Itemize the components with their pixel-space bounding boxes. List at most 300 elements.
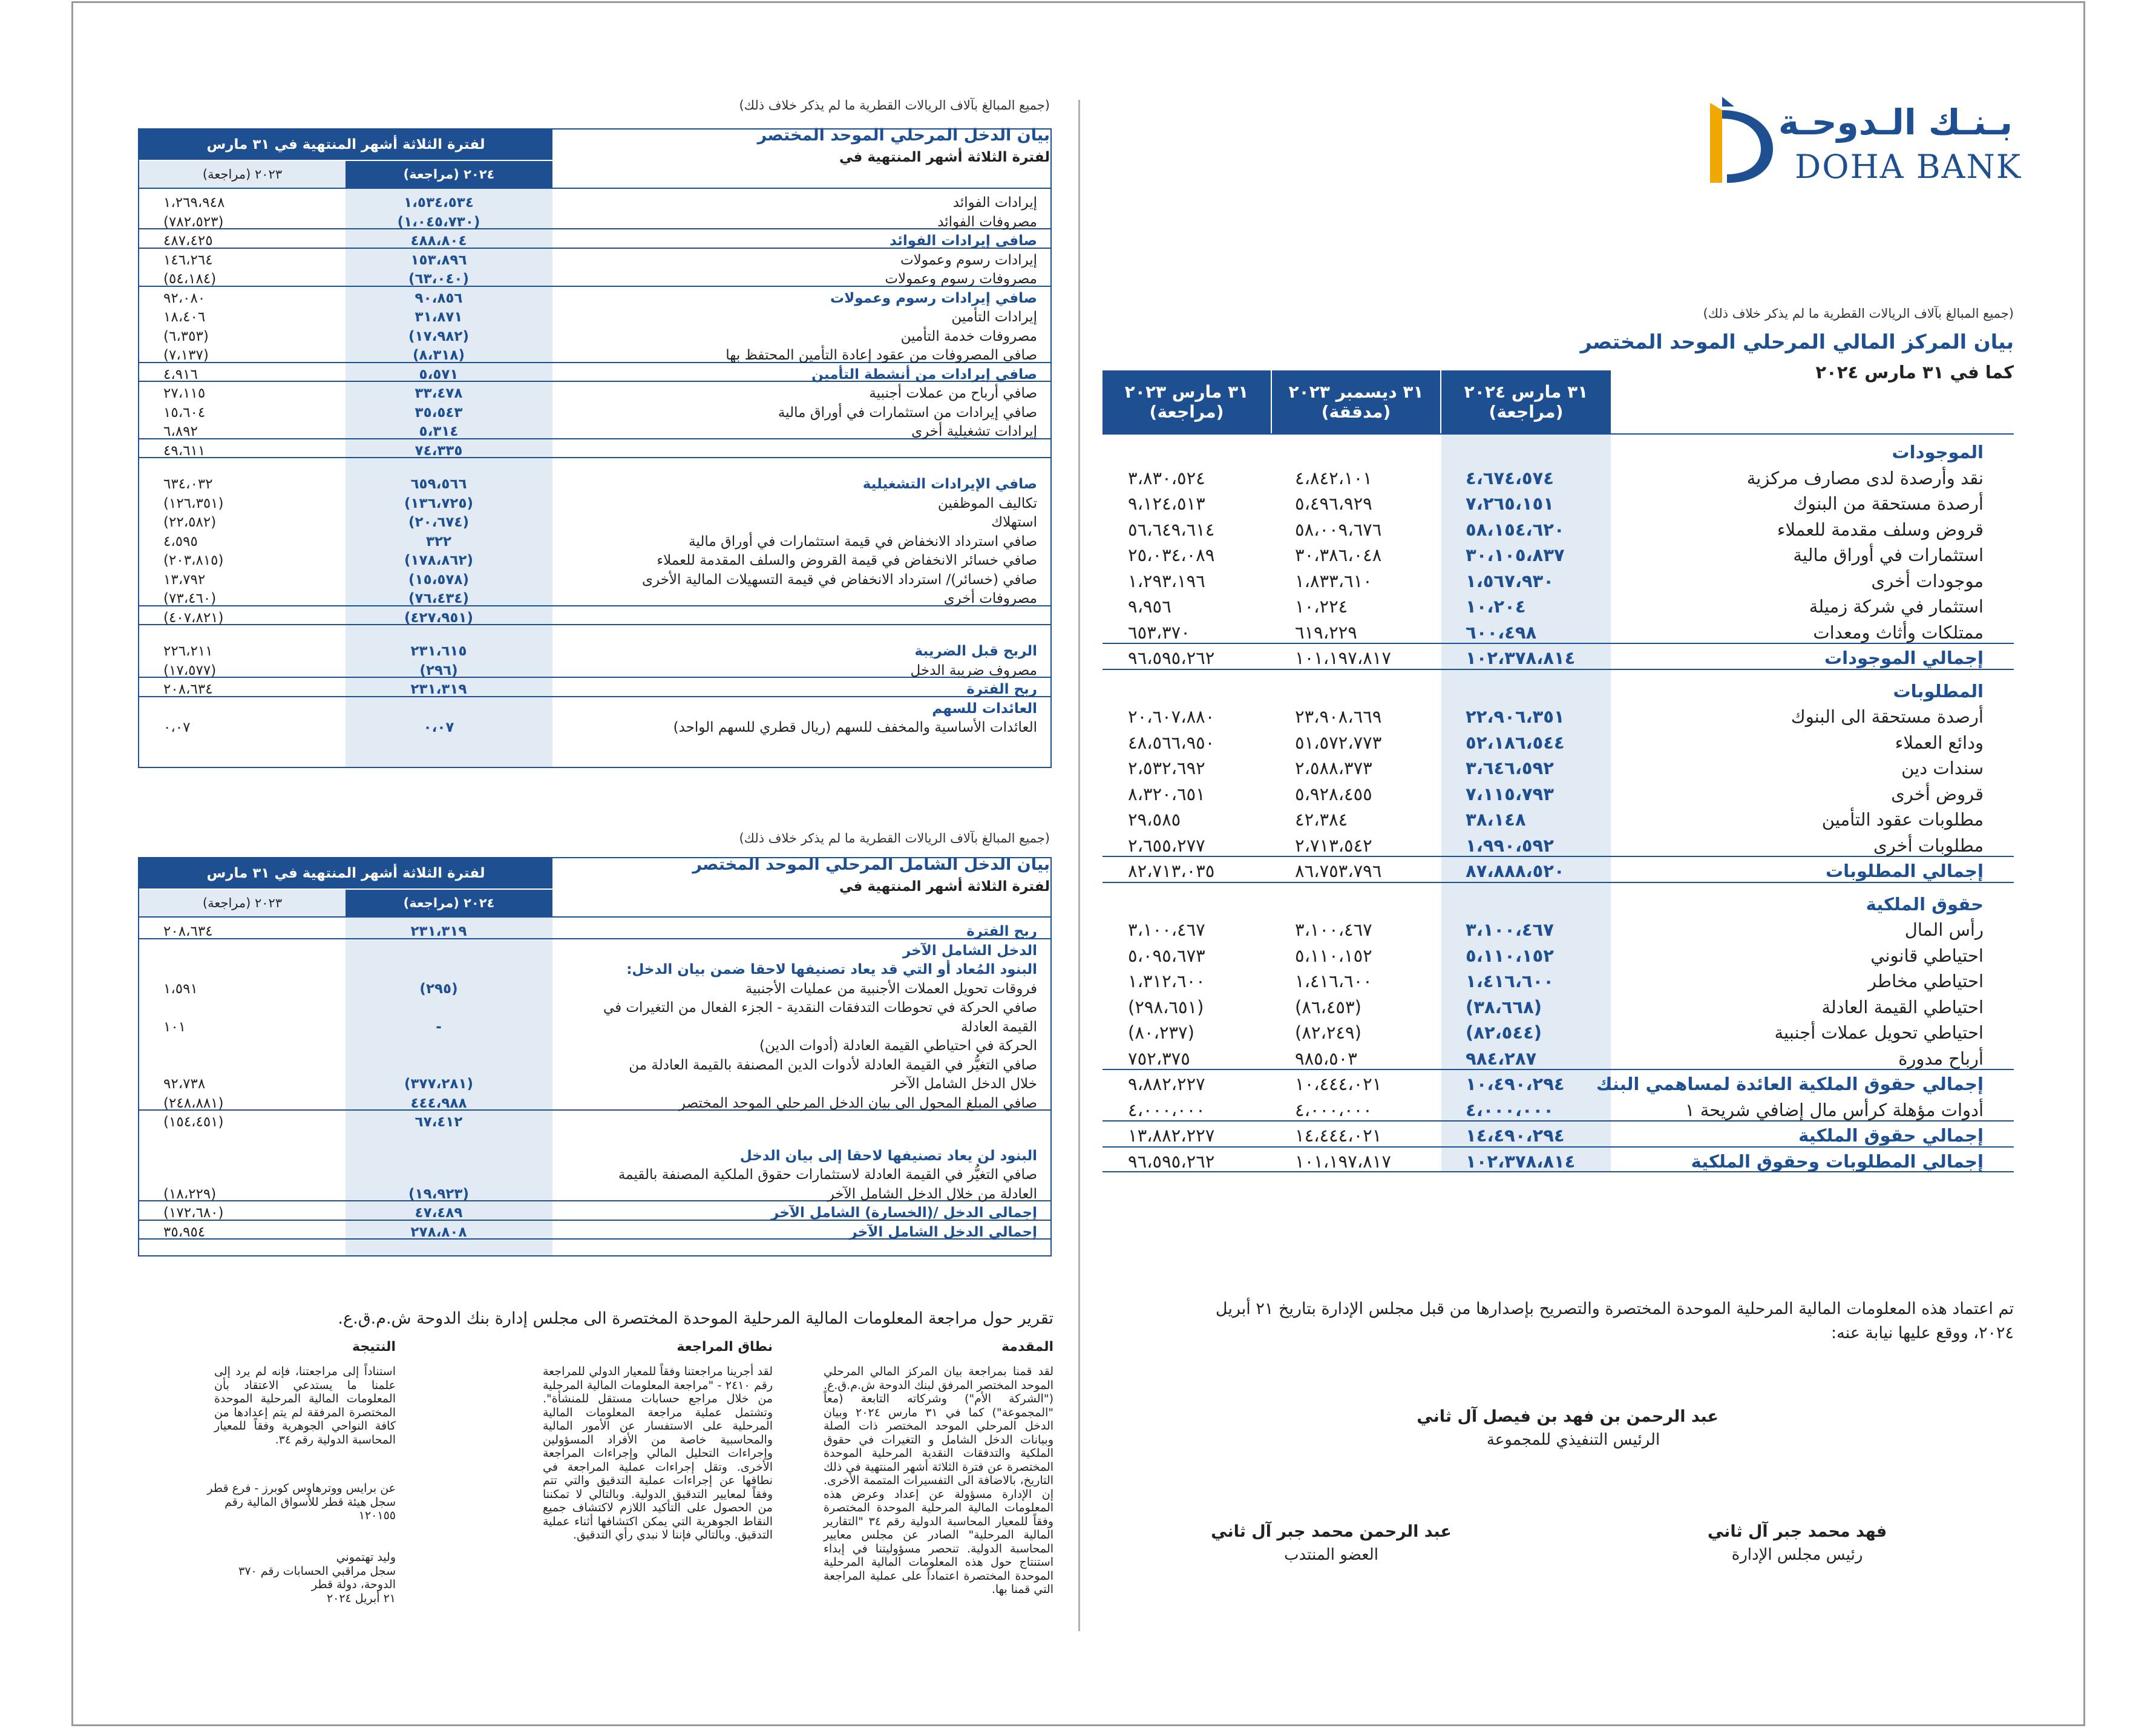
fp-value-2024-mar: (٨٢،٥٤٤): [1466, 1022, 1542, 1043]
fp-value-2023-dec: ٥،٤٩٦،٩٢٩: [1295, 493, 1372, 514]
fp-value-2023-mar: ٨٢،٧١٣،٠٣٥: [1128, 861, 1215, 881]
fp-value-2024-mar: ٣،١٠٠،٤٦٧: [1466, 919, 1554, 940]
fp-row-label: حقوق الملكية: [1866, 893, 1984, 915]
fp-value-2024-mar: ٥٨،١٥٤،٦٢٠: [1466, 519, 1565, 540]
income-row-label-line: مصروفات خدمة التأمين: [900, 328, 1037, 344]
income-row-label-line: صافي أرباح من عملات أجنبية: [869, 386, 1037, 401]
fp-value-2024-mar: ١٠،٤٩٠،٢٩٤: [1466, 1074, 1565, 1094]
intro-heading: المقدمة: [1001, 1339, 1053, 1355]
fp-value-2023-mar: ٢٥،٠٣٤،٠٨٩: [1128, 545, 1215, 565]
fp-value-2023-mar: ٥،٠٩٥،٦٧٣: [1128, 945, 1205, 966]
income-value-2024: ٣٥،٥٤٣: [414, 404, 463, 421]
fp-value-2023-dec: ٢،٧١٣،٥٤٢: [1295, 835, 1372, 856]
auditor-firm: عن برايس ووترهاوس كوبرز - فرع قطر سجل هيئة قطر للأسواق المالية رقم ١٢٠١٥٥: [207, 1482, 396, 1522]
comprehensive-row: [139, 1111, 1050, 1130]
comprehensive-row-label-line: الحركة في احتياطي القيمة العادلة (أدوات الدين): [759, 1038, 1037, 1054]
comprehensive-row: [139, 1054, 1050, 1092]
fp-value-2023-dec: ٥٨،٠٠٩،٦٧٦: [1295, 519, 1382, 540]
fp-col3-header: ٣١ مارس ٢٠٢٣ (مراجعة): [1103, 370, 1272, 433]
intro-text: لقد قمنا بمراجعة بيان المركز المالي المرحلي الموحد المختصر المرفق لبنك الدوحة ش.م.ق.ع. ("الشركة الأم") وشركاته التابعة (معاً "المجموعة") كما في ٣١ مارس ٢٠٢٤ وبيان الدخل المرحلي الموحد المختصر ذات الصلة وبيانات الدخل الشامل و التغيرات في حقوق الملكية والتدفقات النقدية المرحلية الموحدة المختصرة عن فترة الثلاثة أشهر المنتهية في ذلك التاريخ، بالاضافة الى التفسيرات المتممة الأخرى. إن الإدارة مسؤولة عن إعداد وعرض هذه المعلومات المالية المرحلية الموحدة المختصرة وفقاً للمعيار المحاسبة الدولية رقم ٣٤ "التقارير المالية المرحلية" الصادر عن مجلس معايير المحاسبة الدولية. تنحصر مسؤوليتنا في إبداء استنتاج حول هذه المعلومات المالية المرحلية الموحدة المختصرة اعتماداً على عملية المراجعة التي قمنا بها.: [824, 1365, 1054, 1596]
fp-value-2024-mar: ١٠٢،٣٧٨،٨١٤: [1466, 648, 1576, 668]
income-value-2023: (١٢٦،٣٥١): [163, 495, 224, 511]
income-value-2023: (٦،٣٥٣): [163, 328, 209, 344]
fp-value-2023-dec: ٦١٩،٢٢٩: [1295, 622, 1357, 643]
comprehensive-table: [138, 857, 1052, 1256]
income-value-2024: (١٣٦،٧٢٥): [404, 495, 473, 511]
fp-value-2023-mar: ٤،٠٠٠،٠٠٠: [1128, 1099, 1205, 1120]
comprehensive-value-2024: (٣٧٧،٢٨١): [404, 1076, 473, 1092]
fp-row-label: أرصدة مستحقة الى البنوك: [1791, 706, 1984, 727]
income-value-2023: ٢٠٨،٦٣٤: [163, 682, 213, 697]
fp-row: [1103, 1148, 2014, 1174]
income-value-2023: (٧٨٢،٥٢٣): [163, 214, 224, 230]
income-row-label-line: العائدات الأساسية والمخفف للسهم (ريال قطري للسهم الواحد): [673, 720, 1037, 735]
comprehensive-row: [139, 1221, 1050, 1240]
fp-value-2023-dec: ٨٦،٧٥٣،٧٩٦: [1295, 861, 1382, 881]
fp-row: [1103, 916, 2014, 942]
comprehensive-value-2024: (٢٩٥): [419, 980, 458, 997]
fp-row-label: أرباح مدورة: [1898, 1048, 1984, 1069]
income-row-label-line: مصروفات أخرى: [943, 591, 1037, 606]
fp-value-2023-dec: ١٠،٤٤٤،٠٢١: [1295, 1074, 1382, 1094]
income-value-2023: ٤،٩١٦: [163, 366, 198, 383]
income-value-2023: (٥٤،١٨٤): [163, 271, 217, 287]
is-col-prior: ٢٠٢٣ (مراجعة): [139, 160, 346, 188]
fp-row: [1103, 619, 2014, 645]
income-row: [139, 325, 1050, 344]
fp-value-2023-dec: ٥،١١٠،١٥٢: [1295, 945, 1372, 966]
fp-value-2023-mar: ٢،٦٥٥،٢٧٧: [1128, 835, 1205, 856]
income-value-2024: ٥،٥٧١: [419, 366, 459, 383]
income-row: [139, 492, 1050, 511]
auditor-signature: وليد تهتموني سجل مراقبي الحسابات رقم ٣٧٠ الدوحة، دولة قطر ٢١ أبريل ٢٠٢٤: [238, 1551, 396, 1605]
fp-row: [1103, 1070, 2014, 1096]
income-value-2023: ١٤٦،٢٦٤: [163, 252, 213, 268]
ci-col-prior: ٢٠٢٣ (مراجعة): [139, 888, 346, 916]
fp-row: [1103, 438, 2014, 464]
income-value-2024: ٧٤،٣٣٥: [414, 442, 463, 459]
fp-row: [1103, 593, 2014, 619]
fp-value-2023-dec: ٢،٥٨٨،٣٧٣: [1295, 758, 1372, 778]
fp-value-2024-mar: ٣٠،١٠٥،٨٣٧: [1466, 545, 1565, 565]
fp-value-2024-mar: ٦٠٠،٤٩٨: [1466, 622, 1537, 643]
comprehensive-value-2024: ٢٣١،٣١٩: [410, 924, 467, 939]
income-value-2024: (٦٣،٠٤٠): [408, 271, 469, 287]
income-row: [139, 306, 1050, 325]
income-value-2024: ١،٥٣٤،٥٣٤: [404, 195, 474, 211]
income-row: [139, 420, 1050, 439]
income-row-label-line: مصروفات رسوم وعمولات: [885, 271, 1037, 287]
fp-value-2023-mar: ١،٣١٢،٦٠٠: [1128, 971, 1205, 991]
income-row: [139, 697, 1050, 717]
fp-value-2024-mar: ٤،٦٧٤،٥٧٤: [1466, 467, 1554, 488]
comprehensive-row-label: [849, 1223, 1037, 1243]
fp-value-2023-mar: ٢٩،٥٨٥: [1128, 809, 1181, 830]
income-row-label-line: العائدات للسهم: [932, 700, 1037, 717]
income-value-2024: ٤٨٨،٨٠٤: [410, 233, 467, 249]
comprehensive-row-label-line: الدخل الشامل الآخر: [902, 942, 1037, 959]
fp-value-2023-mar: ٣،٨٣٠،٥٢٤: [1128, 467, 1205, 488]
fp-row: [1103, 857, 2014, 883]
income-row: [139, 587, 1050, 606]
fp-value-2024-mar: ١،٥٦٧،٩٣٠: [1466, 570, 1554, 591]
fp-value-2023-mar: ٥٦،٦٤٩،٦١٤: [1128, 519, 1215, 540]
comprehensive-value-2023: ١٠١: [163, 1019, 186, 1035]
is-units-note: (جميع المبالغ بآلاف الريالات القطرية ما لم يذكر خلاف ذلك): [739, 98, 1050, 113]
logo-mark-icon: [1710, 97, 1778, 188]
comprehensive-row: [139, 996, 1050, 1034]
fp-row-label: احتياطي قانوني: [1870, 945, 1984, 966]
income-table: [138, 128, 1052, 768]
income-row-label-line: تكاليف الموظفين: [937, 495, 1037, 511]
fp-value-2024-mar: ٤،٠٠٠،٠٠٠: [1466, 1099, 1554, 1120]
comprehensive-value-2024: ٢٧٨،٨٠٨: [410, 1224, 467, 1240]
income-row-label-line: صافي إيرادات من أنشطة التأمين: [811, 366, 1037, 383]
fp-row-label: نقد وأرصدة لدى مصارف مركزية: [1746, 467, 1984, 488]
fp-row: [1103, 644, 2014, 670]
fp-value-2023-dec: ٣،١٠٠،٤٦٧: [1295, 919, 1372, 940]
income-row: [139, 211, 1050, 230]
income-row: [139, 363, 1050, 383]
comprehensive-value-2023: ٢٠٨،٦٣٤: [163, 924, 213, 939]
fp-value-2023-mar: ٦٥٣،٣٧٠: [1128, 622, 1190, 643]
income-value-2023: ٠،٠٧: [163, 720, 191, 735]
income-value-2023: ٦٣٤،٠٣٢: [163, 476, 213, 492]
income-value-2023: ١٥،٦٠٤: [163, 404, 206, 421]
income-value-2023: ٦،٨٩٢: [163, 424, 198, 439]
income-value-2024: (٧٦،٤٣٤): [408, 591, 469, 606]
income-row-label-line: مصروف ضريبة الدخل: [910, 662, 1037, 678]
chair-name: فهد محمد جبر آل ثاني: [1707, 1522, 1887, 1541]
fp-value-2024-mar: ١،٤١٦،٦٠٠: [1466, 971, 1554, 991]
income-value-2023: ٤٨٧،٤٢٥: [163, 233, 213, 249]
fp-value-2023-dec: ٥،٩٢٨،٤٥٥: [1295, 783, 1372, 804]
fp-row: [1103, 806, 2014, 832]
chair-signature: [1676, 1522, 1918, 1564]
is-col-current: ٢٠٢٤ (مراجعة): [346, 160, 552, 188]
income-value-2024: ٢٣١،٣١٩: [410, 682, 467, 697]
fp-table: [1103, 370, 2014, 1172]
fp-row-label: رأس المال: [1904, 919, 1984, 940]
fp-value-2023-mar: ٢،٥٣٢،٦٩٢: [1128, 758, 1205, 778]
fp-value-2023-dec: ٤٢،٣٨٤: [1295, 809, 1348, 830]
comprehensive-value-2023: ٩٢،٧٣٨: [163, 1076, 206, 1092]
fp-row-label: قروض أخرى: [1891, 783, 1984, 804]
md-title: العضو المنتدب: [1284, 1546, 1378, 1564]
fp-value-2023-mar: ١٣،٨٨٢،٢٢٧: [1128, 1125, 1215, 1146]
income-value-2024: ٣٢٢: [425, 533, 452, 550]
fp-value-2023-mar: ٧٥٢،٣٧٥: [1128, 1048, 1190, 1069]
income-value-2024: ٦٥٩،٥٦٦: [410, 476, 467, 492]
income-row-label-line: ربح الفترة: [966, 682, 1037, 697]
income-value-2023: ٢٢٦،٢١١: [163, 643, 213, 659]
fp-row-label: إجمالي حقوق الملكية العائدة لمساهمي البنك: [1596, 1074, 1984, 1094]
fp-title: بيان المركز المالي المرحلي الموحد المختصر: [1580, 330, 2014, 353]
comprehensive-row-label-line: صافي التغيُّر في القيمة العادلة لاستثمارات حقوق الملكية المصنفة بالقيمة: [618, 1167, 1037, 1183]
fp-value-2023-dec: ٢٣،٩٠٨،٦٦٩: [1295, 706, 1382, 727]
md-signature: [1198, 1522, 1464, 1564]
fp-row: [1103, 516, 2014, 542]
income-row: [139, 401, 1050, 421]
income-value-2024: ١٥٣،٨٩٦: [410, 252, 467, 268]
fp-value-2024-mar: ٧،١١٥،٧٩٣: [1466, 783, 1554, 804]
fp-row-label: إجمالي المطلوبات: [1826, 861, 1984, 881]
income-row-label-line: استهلاك: [991, 514, 1037, 530]
md-name: عبد الرحمن محمد جبر آل ثاني: [1211, 1522, 1452, 1541]
comprehensive-row-label-line: صافي الحركة في تحوطات التدفقات النقدية - الجزء الفعال من التغيرات في: [603, 1000, 1037, 1016]
fp-row: [1103, 1045, 2014, 1071]
income-value-2024: ٣٣،٤٧٨: [414, 386, 463, 401]
fp-value-2023-mar: ٣،١٠٠،٤٦٧: [1128, 919, 1205, 940]
income-value-2023: (٧٣،٤٦٠): [163, 591, 217, 606]
fp-value-2023-dec: ١٠١،١٩٧،٨١٧: [1295, 1151, 1391, 1172]
comprehensive-row: [139, 1201, 1050, 1221]
income-row: [139, 511, 1050, 530]
comprehensive-row: [139, 977, 1050, 997]
approval-line-2: ٢٠٢٤، ووقع عليها نيابة عنه:: [1831, 1324, 2014, 1342]
fp-value-2023-mar: ٩،١٢٤،٥١٣: [1128, 493, 1205, 514]
income-row: [139, 287, 1050, 306]
comprehensive-row: [139, 939, 1050, 959]
fp-row: [1103, 1019, 2014, 1045]
fp-value-2023-dec: ١٤،٤٤٤،٠٢١: [1295, 1125, 1382, 1146]
fp-value-2023-dec: (٨٢،٢٤٩): [1295, 1022, 1361, 1043]
scope-text: لقد أجرينا مراجعتنا وفقاً للمعيار الدولي للمراجعة رقم ٢٤١٠ - "مراجعة المعلومات المالية المرحلية من خلال مراجع حسابات مستقل للمنشأة". وتشتمل عملية مراجعة المعلومات المالية المرحلية على الاستفسار عن الأمور المالية والمحاسبية خاصة من الأفراد المسؤولين وإجراءات التحليل المالي وإجراءات المراجعة الأخرى. وتقل إجراءات عملية المراجعة في نطاقها عن إجراءات عملية التدقيق والتي تتم وفقاً لمعايير التدقيق الدولية. وبالتالي لا تمكننا من الحصول على التأكيد اللازم لاكتشاف جميع النقاط الجوهرية التي يمكن اكتشافها أثناء عملية التدقيق. وبالتالي فإننا لا نبدي رأي التدقيق.: [543, 1365, 773, 1542]
income-value-2024: (٢٠،٦٧٤): [408, 514, 469, 530]
income-row-label-line: صافي المصروفات من عقود إعادة التأمين المحتفظ بها: [726, 347, 1037, 363]
fp-value-2023-dec: ٥١،٥٧٢،٧٧٣: [1295, 732, 1382, 753]
comprehensive-row-label-line: صافي التغيُّر في القيمة العادلة لأدوات الدين المصنفة بالقيمة العادلة من: [629, 1057, 1037, 1073]
income-row: [139, 268, 1050, 287]
fp-row-label: احتياطي مخاطر: [1868, 971, 1984, 991]
income-value-2023: ١٨،٤٠٦: [163, 309, 206, 325]
income-row-label-line: صافي خسائر الانخفاض في قيمة القروض والسلف المقدمة للعملاء: [657, 553, 1037, 568]
comprehensive-value-2023: ١،٥٩١: [163, 980, 198, 997]
comprehensive-row: [139, 1145, 1050, 1164]
fp-row: [1103, 541, 2014, 567]
income-row: [139, 382, 1050, 401]
fp-row: [1103, 703, 2014, 729]
comprehensive-row-label-line: ربح الفترة: [966, 924, 1037, 939]
fp-col2-header: ٣١ ديسمبر ٢٠٢٣ (مدققة): [1272, 370, 1441, 433]
fp-value-2023-dec: (٨٦،٤٥٣): [1295, 996, 1361, 1017]
fp-row: [1103, 729, 2014, 755]
fp-row-label: احتياطي القيمة العادلة: [1821, 996, 1984, 1017]
fp-value-2024-mar: ١٤،٤٩٠،٢٩٤: [1466, 1125, 1565, 1146]
fp-value-2023-dec: ٤،٠٠٠،٠٠٠: [1295, 1099, 1372, 1120]
comprehensive-value-2023: ٣٥،٩٥٤: [163, 1224, 206, 1240]
fp-value-2023-dec: ١٠،٢٢٤: [1295, 596, 1348, 617]
fp-value-2024-mar: (٣٨،٦٦٨): [1466, 996, 1542, 1017]
income-value-2023: ٢٧،١١٥: [163, 386, 206, 401]
fp-value-2023-dec: ٤،٨٤٢،١٠١: [1295, 467, 1372, 488]
income-row-label-line: الربح قبل الضريبة: [914, 643, 1037, 659]
fp-row-label: مطلوبات أخرى: [1873, 835, 1984, 856]
fp-value-2024-mar: ٣،٦٤٦،٥٩٢: [1466, 758, 1554, 778]
fp-value-2024-mar: ١٠٢،٣٧٨،٨١٤: [1466, 1151, 1576, 1172]
fp-value-2023-mar: ٩٦،٥٩٥،٢٦٢: [1128, 648, 1215, 668]
income-row-label-line: صافي استرداد الانخفاض في قيمة استثمارات في أوراق مالية: [689, 533, 1037, 550]
comprehensive-row: [139, 1034, 1050, 1054]
fp-row-label: قروض وسلف مقدمة للعملاء: [1777, 519, 1984, 540]
income-row: [139, 640, 1050, 659]
fp-row-label: سندات دين: [1901, 758, 1984, 778]
fp-row-label: احتياطي تحويل عملات أجنبية: [1774, 1022, 1984, 1043]
fp-value-2023-dec: ٩٨٥،٥٠٣: [1295, 1048, 1357, 1069]
fp-value-2023-mar: ٩،٨٨٢،٢٢٧: [1128, 1074, 1205, 1094]
comprehensive-value-2023: (٢٤٨،٨٨١): [163, 1095, 224, 1111]
fp-units-note: (جميع المبالغ بآلاف الريالات القطرية ما لم يذكر خلاف ذلك): [1703, 306, 2014, 321]
income-value-2023: ٤،٥٩٥: [163, 533, 198, 550]
fp-value-2024-mar: ٥٢،١٨٦،٥٤٤: [1466, 732, 1565, 753]
fp-value-2024-mar: ٣٨،١٤٨: [1466, 809, 1526, 830]
income-row: [139, 473, 1050, 492]
fp-row-label: موجودات أخرى: [1871, 570, 1984, 591]
comprehensive-row-label-line: فروقات تحويل العملات الأجنبية من عمليات الأجنبية: [745, 980, 1037, 997]
income-value-2024: (١٧٨،٨٦٢): [404, 553, 473, 568]
comprehensive-row-label-line: القيمة العادلة: [961, 1019, 1037, 1035]
income-value-2023: (٤٠٧،٨٢١): [163, 609, 224, 626]
fp-value-2023-dec: ٣٠،٣٨٦،٠٤٨: [1295, 545, 1382, 565]
income-value-2024: ٢٣١،٦١٥: [410, 643, 467, 659]
income-value-2024: (٢٩٦): [419, 662, 458, 678]
fp-row: [1103, 832, 2014, 858]
income-value-2024: ٥،٣١٤: [419, 424, 459, 439]
income-row-label: [673, 718, 1037, 738]
fp-row: [1103, 780, 2014, 806]
income-row: [139, 530, 1050, 550]
fp-value-2024-mar: ٩٨٤،٢٨٧: [1466, 1048, 1537, 1069]
fp-row-label: إجمالي حقوق الملكية: [1798, 1125, 1984, 1146]
fp-value-2023-dec: ١،٤١٦،٦٠٠: [1295, 971, 1372, 991]
income-row-label-line: صافي إيرادات رسوم وعمولات: [830, 290, 1037, 306]
ci-period-header: لفترة الثلاثة أشهر المنتهية في ٣١ مارس: [139, 858, 552, 888]
fp-row-label: إجمالي الموجودات: [1824, 648, 1984, 668]
fp-value-2024-mar: ٥،١١٠،١٥٢: [1466, 945, 1554, 966]
fp-value-2023-mar: ١،٢٩٣،١٩٦: [1128, 570, 1205, 591]
comprehensive-value-2024: ٤٤٤،٩٨٨: [410, 1095, 467, 1111]
review-title: تقرير حول مراجعة المعلومات المالية المرحلية الموحدة المختصرة الى مجلس إدارة بنك الدوحة ش.م.ق.ع.: [338, 1309, 1053, 1328]
fp-row: [1103, 490, 2014, 516]
comprehensive-row-label-line: العادلة من خلال الدخل الشامل الآخر: [827, 1186, 1037, 1202]
ceo-signature: [1417, 1407, 1719, 1449]
scope-heading: نطاق المراجعة: [677, 1339, 773, 1355]
comprehensive-row-label: [618, 1166, 1037, 1204]
income-value-2023: ٤٩،٦١١: [163, 442, 206, 459]
comprehensive-row-label: [629, 1056, 1037, 1094]
comprehensive-value-2024: ٦٧،٤١٢: [414, 1114, 463, 1130]
fp-value-2023-mar: ٢٠،٦٠٧،٨٨٠: [1128, 706, 1215, 727]
income-row: [139, 439, 1050, 459]
fp-col1-header: ٣١ مارس ٢٠٢٤ (مراجعة): [1441, 370, 1611, 433]
comprehensive-row: [139, 1163, 1050, 1201]
doha-bank-logo: [1710, 97, 2022, 188]
income-row: [139, 659, 1050, 678]
comprehensive-value-2023: (١٧٢،٦٨٠): [163, 1205, 224, 1221]
comprehensive-row: [139, 920, 1050, 939]
comprehensive-row-label-line: صافي المبلغ المحول الى بيان الدخل المرحلي الموحد المختصر: [678, 1095, 1037, 1111]
income-row: [139, 344, 1050, 363]
ci-subtitle: لفترة الثلاثة أشهر المنتهية في: [839, 879, 1050, 895]
comprehensive-value-2024: ٤٧،٤٨٩: [414, 1205, 463, 1221]
fp-row: [1103, 967, 2014, 993]
fp-row-label: الموجودات: [1892, 442, 1984, 462]
income-value-2024: (١٧،٩٨٢): [408, 328, 469, 344]
comprehensive-row-label-line: خلال الدخل الشامل الآخر: [891, 1076, 1037, 1092]
comprehensive-row: [139, 1092, 1050, 1111]
fp-row-label: استثمارات في أوراق مالية: [1793, 545, 1984, 565]
income-row-label-line: مصروفات الفوائد: [937, 214, 1037, 230]
income-row: [139, 606, 1050, 626]
income-row-label-line: إيرادات التأمين: [951, 309, 1037, 325]
income-value-2023: ١٣،٧٩٢: [163, 571, 206, 588]
is-subtitle: لفترة الثلاثة أشهر المنتهية في: [839, 149, 1050, 165]
fp-value-2023-mar: ٤٨،٥٦٦،٩٥٠: [1128, 732, 1215, 753]
fp-value-2023-dec: ١٠١،١٩٧،٨١٧: [1295, 648, 1391, 668]
fp-row-label: إجمالي المطلوبات وحقوق الملكية: [1691, 1151, 1984, 1172]
income-value-2023: (٧،١٣٧): [163, 347, 209, 363]
income-value-2023: ١،٢٦٩،٩٤٨: [163, 195, 225, 211]
fp-row: [1103, 754, 2014, 780]
fp-value-2024-mar: ٨٧،٨٨٨،٥٢٠: [1466, 861, 1565, 881]
ceo-name: عبد الرحمن بن فهد بن فيصل آل ثاني: [1417, 1407, 1719, 1426]
income-row: [139, 191, 1050, 211]
is-period-header: لفترة الثلاثة أشهر المنتهية في ٣١ مارس: [139, 130, 552, 160]
income-row-label-line: إيرادات رسوم وعمولات: [900, 252, 1037, 268]
fp-subtitle: كما في ٣١ مارس ٢٠٢٤: [1815, 362, 2014, 383]
comprehensive-value-2024: -: [436, 1019, 442, 1035]
ci-units-note: (جميع المبالغ بآلاف الريالات القطرية ما لم يذكر خلاف ذلك): [739, 831, 1050, 846]
income-value-2023: (٢٢،٥٨٢): [163, 514, 217, 530]
income-row-label-line: صافي (خسائر)/ استرداد الانخفاض في قيمة التسهيلات المالية الأخرى: [642, 571, 1037, 588]
income-value-2024: ٣١،٨٧١: [414, 309, 463, 325]
chair-title: رئيس مجلس الإدارة: [1731, 1546, 1863, 1564]
income-value-2023: (٢٠٣،٨١٥): [163, 553, 224, 568]
fp-value-2023-mar: ٩٦،٥٩٥،٢٦٢: [1128, 1151, 1215, 1172]
income-value-2024: (١،٠٤٥،٧٣٠): [397, 214, 480, 230]
fp-row-label: مطلوبات عقود التأمين: [1821, 809, 1984, 830]
comprehensive-row-label-line: إجمالي الدخل /(الخسارة) الشامل الآخر: [771, 1205, 1037, 1221]
income-row: [139, 249, 1050, 268]
fp-row: [1103, 1122, 2014, 1148]
fp-value-2023-mar: (٨٠،٢٣٧): [1128, 1022, 1194, 1043]
comprehensive-row: [139, 958, 1050, 977]
fp-row: [1103, 464, 2014, 490]
fp-value-2023-mar: (٢٩٨،٦٥١): [1128, 996, 1204, 1017]
fp-row: [1103, 942, 2014, 968]
fp-row-label: ودائع العملاء: [1895, 732, 1984, 753]
fp-value-2023-mar: ٩،٩٥٦: [1128, 596, 1171, 617]
fp-row-label: أدوات مؤهلة كرأس مال إضافي شريحة ١: [1685, 1099, 1984, 1120]
income-value-2024: ٩٠،٨٥٦: [414, 290, 463, 306]
income-value-2023: (١٧،٥٧٧): [163, 662, 217, 678]
income-value-2023: ٩٢،٠٨٠: [163, 290, 206, 306]
fp-row: [1103, 677, 2014, 703]
income-value-2024: ٠،٠٧: [423, 720, 454, 735]
fp-value-2024-mar: ٢٢،٩٠٦،٣٥١: [1466, 706, 1565, 727]
fp-row: [1103, 890, 2014, 916]
ceo-title: الرئيس التنفيذي للمجموعة: [1486, 1431, 1660, 1449]
conclusion-text: استناداً إلى مراجعتنا، فإنه لم يرد إلى علمنا ما يستدعي الاعتقاد بأن المعلومات المالية المرحلية الموحدة المختصرة المرفقة لم يتم إعدادها من كافة النواحي الجوهرية وفقاً للمعيار المحاسبة الدولية رقم ٣٤.: [214, 1365, 396, 1447]
ci-title: بيان الدخل الشامل المرحلي الموحد المختصر: [692, 855, 1050, 874]
fp-row: [1103, 993, 2014, 1019]
column-divider: [1078, 100, 1080, 1631]
fp-value-2023-dec: ١،٨٣٣،٦١٠: [1295, 570, 1372, 591]
income-row-label-line: صافي إيرادات من استثمارات في أوراق مالية: [778, 404, 1037, 421]
fp-row-label: المطلوبات: [1893, 680, 1984, 701]
comprehensive-value-2023: (١٥٤،٤٥١): [163, 1114, 224, 1130]
income-row-label-line: إيرادات الفوائد: [952, 195, 1037, 211]
